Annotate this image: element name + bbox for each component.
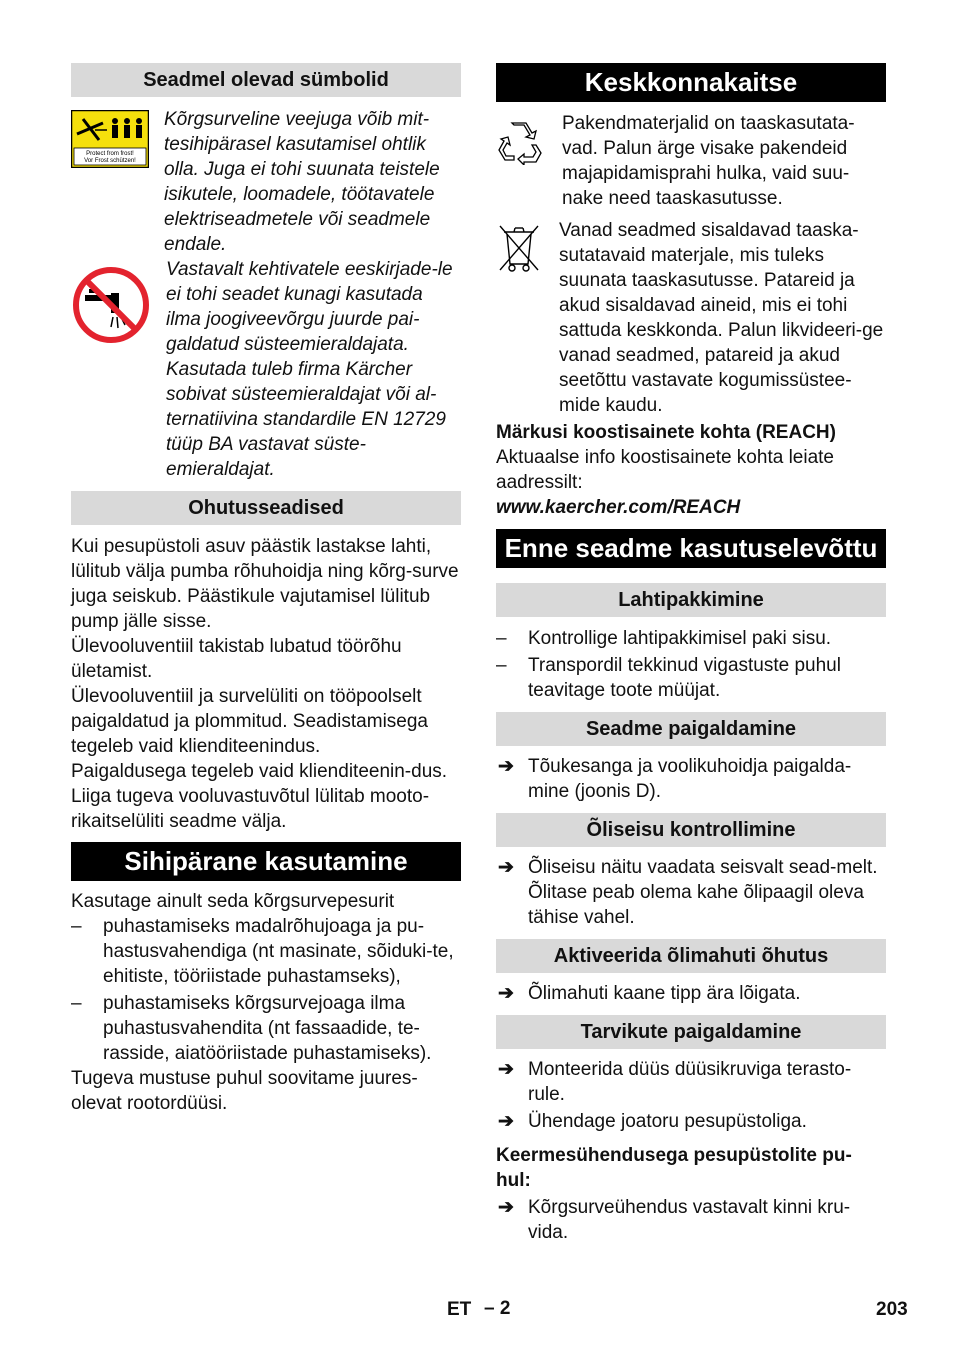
safety-text [71, 534, 461, 834]
arrow-icon: ➔ [498, 857, 514, 878]
symbol-row-jet [71, 107, 461, 257]
list-item: ➔ Õliseisu näitu vaadata seisvalt sead-melt. Õlitase peab olema kahe õlipaagil oleva tähise vahel. [498, 857, 878, 928]
list-item: ➔ Kõrgsurveühendus vastavalt kinni kru-vida. [498, 1197, 851, 1243]
vent-heading: Aktiveerida õlimahuti õhutus [496, 939, 886, 973]
arrow-icon: ➔ [498, 1111, 514, 1132]
crossed-bin-icon [496, 218, 559, 418]
thread-list [496, 1195, 886, 1245]
safety-paragraph: Paigaldusega tegeleb vaid klienditeenin-dus. [71, 761, 448, 782]
left-column [71, 63, 461, 1116]
symbol-row-backflow [71, 257, 461, 482]
env-devices-text: Vanad seadmed sisaldavad taaska-sutatavaid materjale, mis tuleks suunata taaskasutusse. Patareid ja akud sisaldavad aineid, mis ei tohi sattuda keskkonda. Palun likvideeri-ge vanad seadmed, patareid ja akud seetõttu vastavate kogumissüstee-mide kaudu. [559, 220, 884, 416]
env-packaging-text: Pakendmaterjalid on taaskasutata-vad. Palun ärge visake pakendeid majapidamisprahi hulka, vaid suu-nake need taaskasutusse. [562, 113, 855, 209]
install-heading: Seadme paigaldamine [496, 712, 886, 746]
symbol1-text: Kõrgsurveline veejuga võib mit-tesihipärasel kasutamisel ohtlik olla. Juga ei tohi suunata teistele isikutele, loomadele, töötavatele elektriseadmetele või seadmele endale. [164, 109, 440, 255]
safety-paragraph: Kui pesupüstoli asuv päästik lastakse lahti, lülitub välja pumba rõhuhoidja ning kõrg-surve juga seiskub. Päästikule vajutamisel lülitub pump jälle sisse. [71, 536, 459, 632]
list-item: – puhastamiseks madalrõhujoaga ja pu-hastusvahendiga (nt masinate, sõiduki-te, ehitiste, tööriistade puhastamseks), [71, 916, 454, 987]
list-item: ➔ Monteerida düüs düüsikruviga terasto-rule. [498, 1059, 852, 1105]
footer-subpage: – 2 [484, 1298, 511, 1319]
list-item: – Kontrollige lahtipakkimisel paki sisu. [496, 628, 832, 649]
arrow-icon: ➔ [498, 756, 514, 777]
symbol2-text: Vastavalt kehtivatele eeskirjade-le ei tohi seadet kunagi kasutada ilma joogiveevõrgu juurde pai-galdatud süsteemieraldajata. Kasutada tuleb firma Kärcher sobivat süsteemieraldajat või al-ternatiivina standardile EN 12729 tüüp BA vastavat süste-emieraldajat. [166, 259, 453, 480]
safety-paragraph: Ülevooluventiil takistab lubatud töörõhu ületamist. [71, 636, 402, 682]
arrow-icon: ➔ [498, 1197, 514, 1218]
usage-list [71, 914, 461, 1066]
reach-url: www.kaercher.com/REACH [496, 497, 741, 518]
unpack-list [496, 626, 886, 703]
no-drinking-water-connection-icon [71, 257, 166, 482]
reach-text: Aktuaalse info koostisainete kohta leiate aadressilt: [496, 447, 834, 493]
arrow-icon: ➔ [498, 983, 514, 1004]
right-column [496, 63, 886, 1245]
usage-outro: Tugeva mustuse puhul soovitame juures-olevat rootordüüsi. [71, 1068, 418, 1114]
safety-heading: Ohutusseadised [71, 491, 461, 525]
env-devices-row [496, 218, 886, 418]
usage-intro: Kasutage ainult seda kõrgsurvepesurit [71, 891, 395, 912]
env-packaging-row [496, 111, 886, 211]
startup-heading: Enne seadme kasutuselevõttu [496, 529, 886, 568]
arrow-icon: ➔ [498, 1059, 514, 1080]
install-list [496, 754, 886, 804]
symbols-heading: Seadmel olevad sümbolid [71, 63, 461, 97]
list-item: ➔ Õlimahuti kaane tipp ära lõigata. [498, 983, 801, 1004]
oil-heading: Õliseisu kontrollimine [496, 813, 886, 847]
safety-paragraph: Ülevooluventiil ja survelüliti on tööpoolselt paigaldatud ja plommitud. Seadistamisega tegeleb vaid klienditeenindus. [71, 686, 428, 757]
frost-label-line2: Vor Frost schützen! [84, 158, 136, 164]
environment-heading: Keskkonnakaitse [496, 63, 886, 102]
oil-list [496, 855, 886, 930]
page-number: 203 [876, 1299, 908, 1320]
recycling-icon [496, 111, 562, 211]
safety-paragraph: Liiga tugeva vooluvastuvõtul lülitab mooto-rikaitselüliti seadme välja. [71, 786, 430, 832]
list-item: ➔ Tõukesanga ja voolikuhoidja paigalda-mine (joonis D). [498, 756, 852, 802]
usage-heading: Sihipärane kasutamine [71, 842, 461, 881]
list-item: – puhastamiseks kõrgsurvejoaga ilma puhastusvahendita (nt fassaadide, te-rasside, aiatööriistade puhastamiseks). [71, 993, 432, 1064]
thread-title: Keermesühendusega pesupüstolite pu-hul: [496, 1145, 852, 1191]
unpack-heading: Lahtipakkimine [496, 583, 886, 617]
vent-list [496, 981, 886, 1006]
footer-language: ET [447, 1299, 472, 1320]
usage-text [71, 889, 461, 1116]
list-item: – Transpordil tekkinud vigastuste puhul teavitage toote müüjat. [496, 655, 841, 701]
list-item: ➔ Ühendage joatoru pesupüstoliga. [498, 1111, 807, 1132]
accessories-heading: Tarvikute paigaldamine [496, 1015, 886, 1049]
reach-title: Märkusi koostisainete kohta (REACH) [496, 422, 836, 443]
frost-label-line1: Protect from frost! [86, 151, 134, 157]
high-pressure-warning-icon [71, 107, 164, 257]
accessories-list [496, 1057, 886, 1134]
